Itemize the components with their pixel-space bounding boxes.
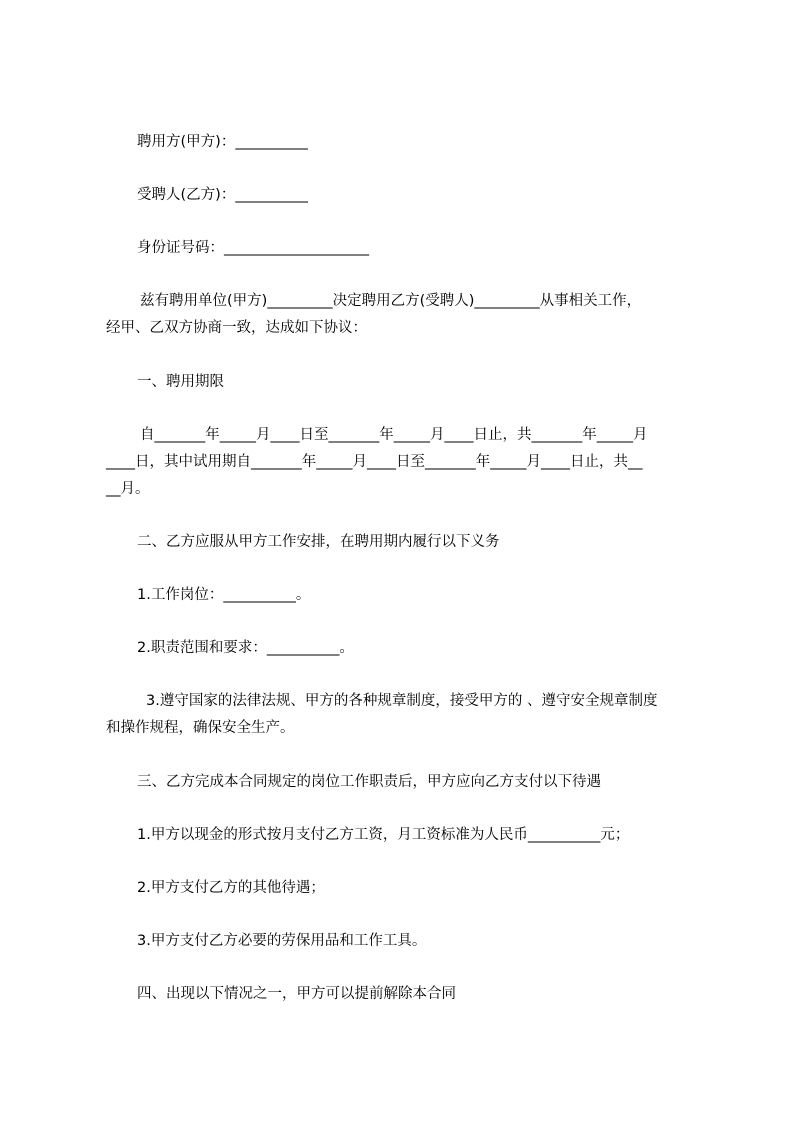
intro-line-1: 兹有聘用单位(甲方)_________决定聘用乙方(受聘人)_________从事相关工作， (140, 293, 642, 309)
section1-line-3: __月。 (106, 481, 150, 497)
section2-item-3-line-2: 和操作规程，确保安全生产。 (106, 720, 295, 736)
section1-line-1: 自_______年_____月____日至_______年_____月____日止，共_______年_____月 (140, 427, 648, 443)
section2-item-1: 1.工作岗位：__________。 (137, 587, 311, 603)
section2-heading: 二、乙方应服从甲方工作安排，在聘用期内履行以下义务 (137, 534, 500, 550)
intro-line-2: 经甲、乙双方协商一致，达成如下协议： (106, 320, 367, 336)
employer-line: 聘用方(甲方)：__________ (137, 134, 308, 150)
section3-item-2: 2.甲方支付乙方的其他待遇； (137, 880, 325, 896)
section1-heading: 一、聘用期限 (137, 374, 224, 390)
section2-item-2: 2.职责范围和要求：__________。 (137, 640, 354, 656)
employee-line: 受聘人(乙方)：__________ (137, 187, 308, 203)
id-number-line: 身份证号码：____________________ (137, 240, 369, 256)
section4-heading: 四、出现以下情况之一，甲方可以提前解除本合同 (137, 986, 456, 1002)
section3-item-1: 1.甲方以现金的形式按月支付乙方工资，月工资标准为人民币__________元； (137, 827, 630, 843)
section2-item-3-line-1: 3.遵守国家的法律法规、甲方的各种规章制度，接受甲方的 、遵守安全规章制度 (146, 693, 658, 709)
section3-item-3: 3.甲方支付乙方必要的劳保用品和工作工具。 (137, 933, 427, 949)
section3-heading: 三、乙方完成本合同规定的岗位工作职责后，甲方应向乙方支付以下待遇 (137, 774, 601, 790)
section1-line-2: ____日，其中试用期自_______年_____月____日至_______年_____月____日止，共__ (106, 454, 643, 470)
